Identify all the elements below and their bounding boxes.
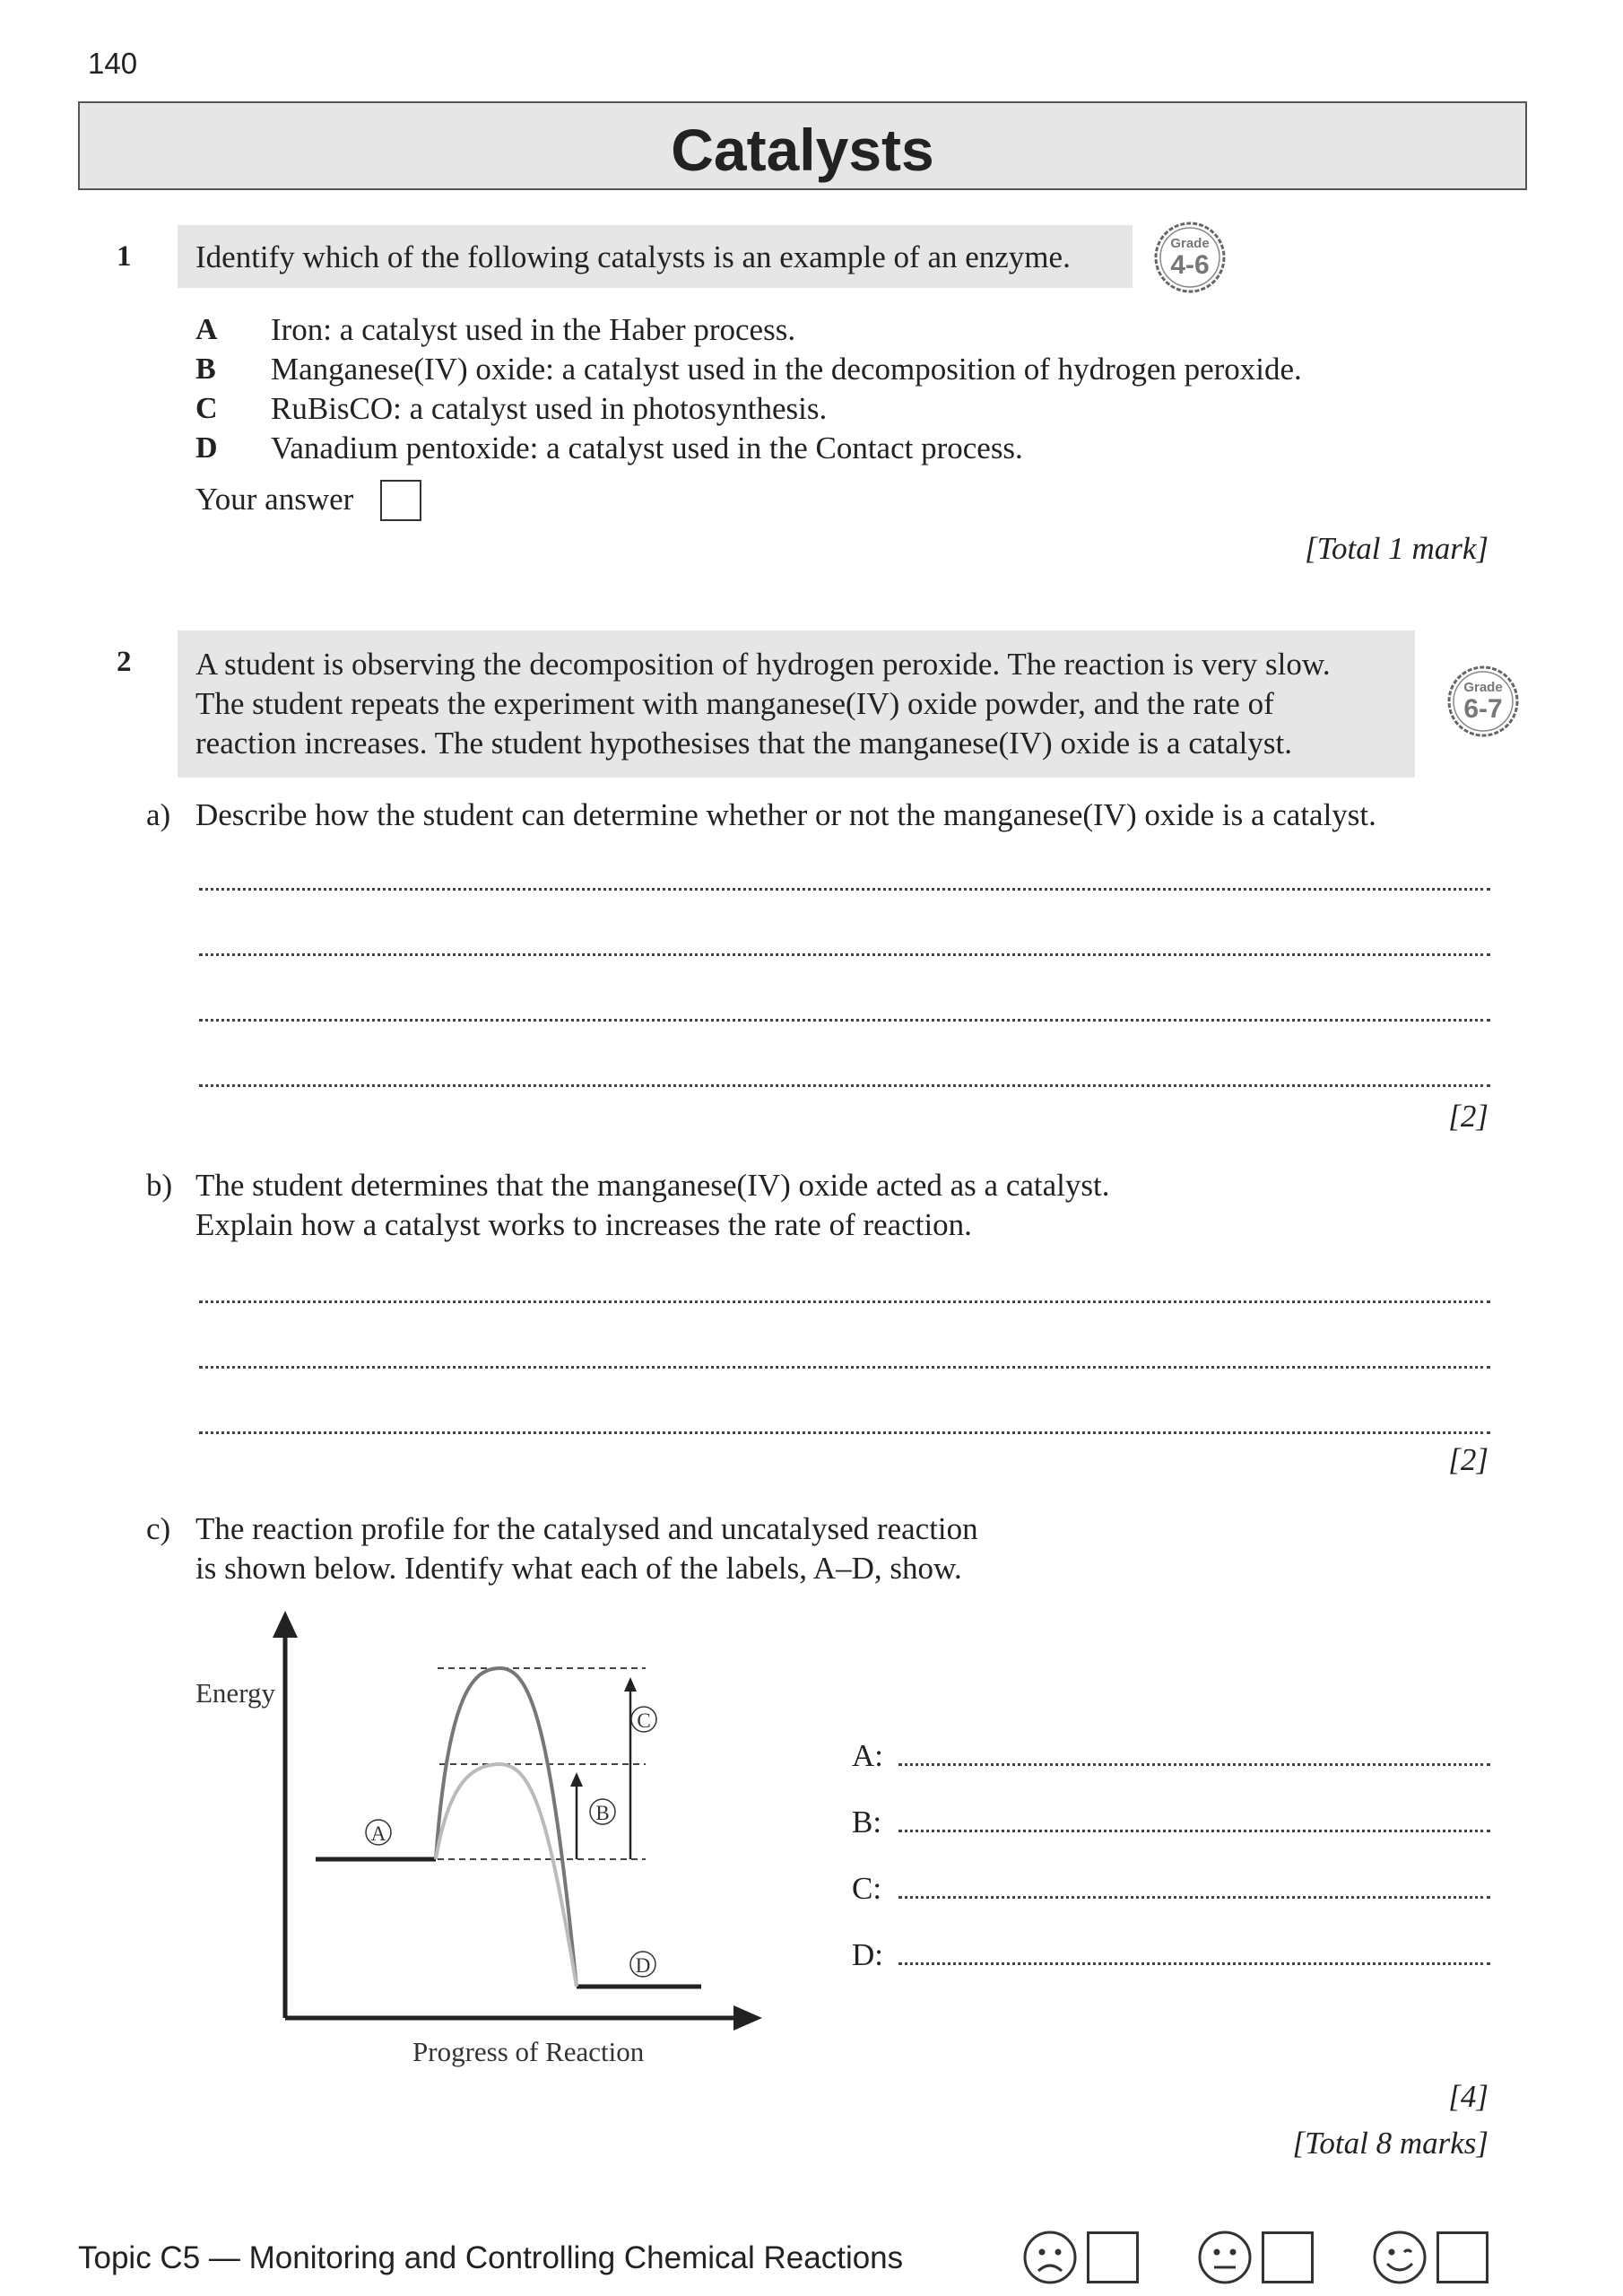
question-1-stem-box	[178, 225, 1133, 288]
total-marks-q1: [Total 1 mark]	[1305, 531, 1488, 566]
option-letter: D	[195, 431, 218, 465]
reaction-profile-diagram	[179, 1605, 771, 2072]
part-c-marks: [4]	[1448, 2079, 1488, 2114]
label-b-text: B	[595, 1802, 610, 1824]
part-b-label: b)	[146, 1168, 173, 1203]
part-b-text	[195, 1166, 1109, 1245]
y-axis-arrow-icon	[273, 1611, 298, 1638]
option-text: Manganese(IV) oxide: a catalyst used in the decomposition of hydrogen peroxide.	[271, 352, 1302, 387]
option-a	[195, 310, 1302, 350]
option-text: Vanadium pentoxide: a catalyst used in the Contact process.	[271, 430, 1023, 465]
x-axis-arrow-icon	[733, 2005, 762, 2031]
part-a-label: a)	[146, 797, 171, 832]
grade-word: Grade	[1170, 236, 1210, 251]
confidence-box-sad[interactable]	[1087, 2231, 1139, 2283]
label-c-text: C	[637, 1709, 651, 1732]
stem-line: The student repeats the experiment with manganese(IV) oxide powder, and the rate of	[195, 686, 1274, 721]
answer-line[interactable]	[199, 1431, 1490, 1434]
arrowhead-icon	[570, 1772, 583, 1787]
answer-line[interactable]	[199, 953, 1490, 956]
page-number: 140	[88, 47, 138, 80]
answer-line[interactable]	[199, 1019, 1490, 1022]
grade-badge-6-7	[1445, 664, 1521, 739]
answer-box[interactable]	[380, 480, 421, 521]
answer-label-d: D:	[852, 1937, 883, 1972]
part-b-line: Explain how a catalyst works to increases the rate of reaction.	[195, 1207, 972, 1242]
option-text: RuBisCO: a catalyst used in photosynthesis.	[271, 391, 828, 426]
grade-badge-icon	[1152, 220, 1228, 295]
part-c-text	[195, 1509, 978, 1588]
option-letter: B	[195, 352, 216, 386]
question-number-1: 1	[117, 240, 132, 273]
answer-line[interactable]	[199, 1084, 1490, 1087]
label-d-text: D	[635, 1954, 651, 1977]
answer-line[interactable]	[199, 888, 1490, 891]
part-b-marks: [2]	[1448, 1442, 1488, 1477]
footer-topic: Topic C5 — Monitoring and Controlling Chemical Reactions	[78, 2240, 904, 2275]
page-title: Catalysts	[671, 117, 934, 183]
grade-word: Grade	[1463, 680, 1503, 695]
neutral-face-icon	[1197, 2230, 1253, 2285]
question-1-stem: Identify which of the following catalysts is an example of an enzyme.	[195, 239, 1071, 274]
question-2-stem	[195, 645, 1331, 763]
part-a-marks: [2]	[1448, 1099, 1488, 1134]
question-1-options	[195, 310, 1302, 468]
option-letter: A	[195, 313, 218, 346]
label-a-text: A	[370, 1822, 386, 1845]
arrowhead-icon	[624, 1677, 637, 1692]
label-c	[631, 1707, 656, 1732]
option-letter: C	[195, 392, 218, 425]
x-axis-label: Progress of Reaction	[412, 2036, 645, 2067]
answer-label-a: A:	[852, 1738, 883, 1773]
answer-line[interactable]	[199, 1300, 1490, 1303]
your-answer-label: Your answer	[195, 482, 354, 517]
happy-face-icon	[1372, 2230, 1428, 2285]
option-d	[195, 429, 1302, 468]
sad-face-icon	[1022, 2230, 1078, 2285]
part-c-line: The reaction profile for the catalysed and uncatalysed reaction	[195, 1511, 978, 1546]
answer-line-d[interactable]	[898, 1962, 1490, 1965]
grade-range: 4-6	[1170, 250, 1210, 280]
grade-badge-icon	[1445, 664, 1521, 739]
answer-line-b[interactable]	[898, 1830, 1490, 1832]
answer-label-b: B:	[852, 1805, 882, 1839]
answer-line[interactable]	[199, 1366, 1490, 1369]
grade-badge-4-6	[1152, 220, 1228, 295]
confidence-box-neutral[interactable]	[1262, 2231, 1314, 2283]
uncatalysed-curve	[436, 1668, 577, 1987]
part-b-line: The student determines that the manganese(IV) oxide acted as a catalyst.	[195, 1168, 1110, 1203]
y-axis-label: Energy	[195, 1677, 275, 1709]
total-marks-q2: [Total 8 marks]	[1292, 2126, 1488, 2161]
question-2-stem-box	[178, 631, 1415, 778]
stem-line: reaction increases. The student hypothesises that the manganese(IV) oxide is a catalyst.	[195, 726, 1292, 761]
option-b	[195, 350, 1302, 389]
answer-label-c: C:	[852, 1871, 882, 1906]
option-c	[195, 389, 1302, 429]
label-d	[630, 1952, 655, 1977]
option-text: Iron: a catalyst used in the Haber process.	[271, 312, 796, 347]
part-c-label: c)	[146, 1511, 171, 1546]
part-c-line: is shown below. Identify what each of the labels, A–D, show.	[195, 1551, 962, 1586]
label-b	[590, 1799, 615, 1824]
title-bar	[78, 101, 1527, 190]
answer-line-c[interactable]	[898, 1896, 1490, 1899]
question-number-2: 2	[117, 646, 132, 678]
part-a-text: Describe how the student can determine whether or not the manganese(IV) oxide is a catalyst.	[195, 797, 1376, 832]
answer-line-a[interactable]	[898, 1763, 1490, 1766]
grade-range: 6-7	[1463, 694, 1503, 724]
confidence-box-happy[interactable]	[1436, 2231, 1488, 2283]
label-a	[366, 1820, 391, 1845]
stem-line: A student is observing the decomposition of hydrogen peroxide. The reaction is very slow.	[195, 647, 1331, 682]
catalysed-curve	[436, 1764, 577, 1987]
